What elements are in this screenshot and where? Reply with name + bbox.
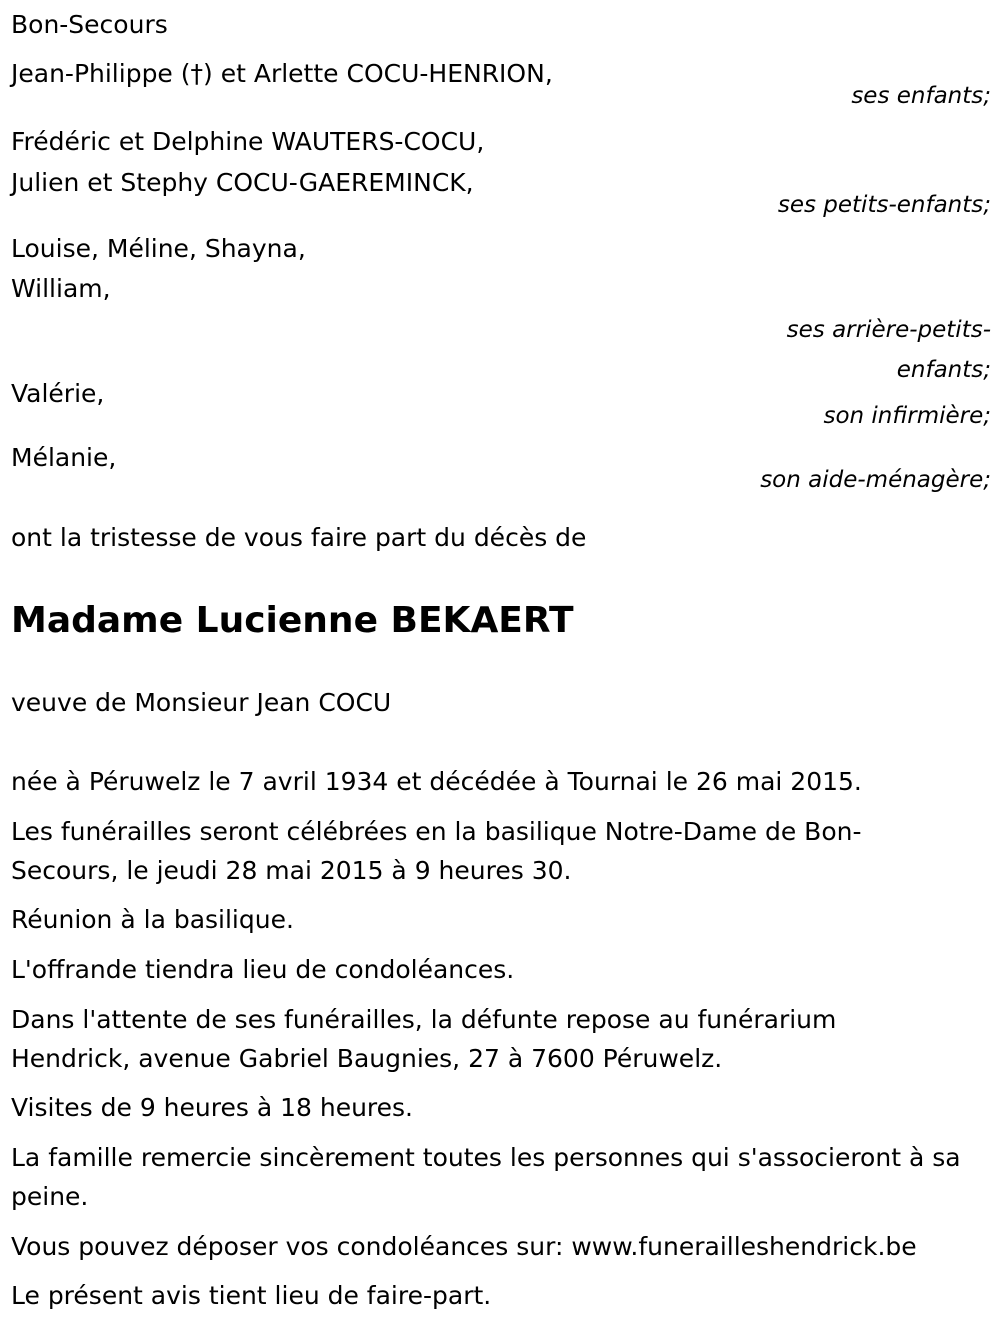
family-names: Jean-Philippe (†) et Arlette COCU-HENRION,: [11, 59, 553, 88]
announcement: ont la tristesse de vous faire part du décès de: [11, 523, 587, 552]
deceased-name: Madame Lucienne BEKAERT: [11, 600, 574, 641]
condolences-info: Vous pouvez déposer vos condoléances sur: www.funerailleshendrick.be: [11, 1232, 917, 1261]
thanks-info: La famille remercie sincèrement toutes les personnes qui s'associeront à sa peine.: [11, 1143, 961, 1211]
family-role-line: enfants;: [896, 357, 991, 383]
closing-info: Le présent avis tient lieu de faire-part.: [11, 1281, 492, 1310]
location: Bon-Secours: [11, 10, 168, 39]
family-role-line: ses arrière-petits-: [786, 317, 991, 343]
family-role: ses petits-enfants;: [777, 192, 991, 218]
funeral-details: Les funérailles seront célébrées en la basilique Notre-Dame de Bon-Secours, le jeudi 28 mai 2015 à 9 heures 30.: [11, 817, 862, 885]
visits-info: Visites de 9 heures à 18 heures.: [11, 1093, 414, 1122]
family-names: Frédéric et Delphine WAUTERS-COCU,: [11, 127, 485, 156]
resting-info: Dans l'attente de ses funérailles, la défunte repose au funérarium Hendrick, avenue Gabriel Baugnies, 27 à 7600 Péruwelz.: [11, 1005, 837, 1073]
family-group-nurse: [11, 374, 991, 436]
family-group-helper: [11, 438, 991, 500]
birth-death: née à Péruwelz le 7 avril 1934 et décédée à Tournai le 26 mai 2015.: [11, 767, 862, 796]
offering-info: L'offrande tiendra lieu de condoléances.: [11, 955, 515, 984]
family-role: ses enfants;: [851, 83, 991, 109]
family-group-grandchildren: [11, 122, 991, 225]
family-names: Julien et Stephy COCU-GAEREMINCK,: [11, 168, 474, 197]
family-names: Valérie,: [11, 379, 105, 408]
family-role: son aide-ménagère;: [760, 467, 991, 493]
widow-of: veuve de Monsieur Jean COCU: [11, 688, 392, 717]
obituary-notice: [11, 5, 991, 1315]
family-names: William,: [11, 274, 111, 303]
meeting-info: Réunion à la basilique.: [11, 905, 294, 934]
family-names: Louise, Méline, Shayna,: [11, 234, 306, 263]
family-role: son infirmière;: [823, 403, 991, 429]
family-names: Mélanie,: [11, 443, 117, 472]
family-group-children: [11, 54, 991, 116]
family-group-great-grandchildren: [11, 229, 991, 390]
